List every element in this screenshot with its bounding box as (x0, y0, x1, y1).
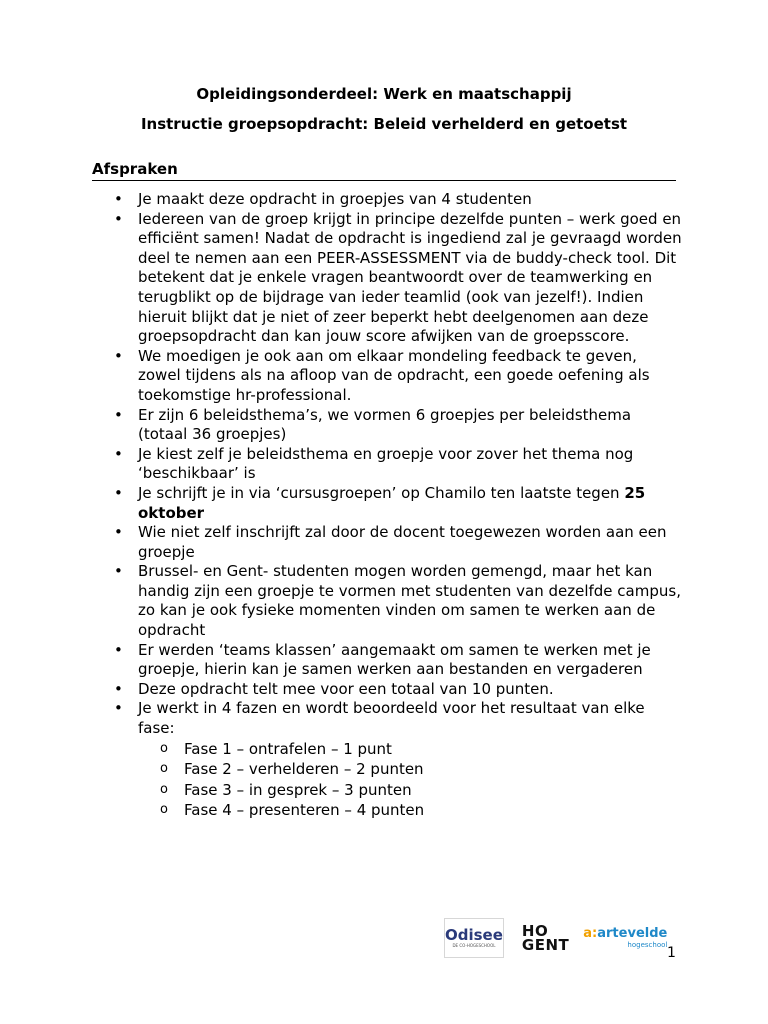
phases-list (138, 739, 682, 821)
artevelde-logo-mark: a: (583, 926, 598, 941)
odisee-logo (444, 918, 504, 958)
list-item: • Er werden ‘teams klassen’ aangemaakt om samen te werken met je groepje, hierin kan je samen werken aan bestanden en vergaderen (92, 641, 682, 680)
hogent-logo-line2: GENT (521, 936, 570, 954)
list-item: • Wie niet zelf inschrijft zal door de docent toegewezen worden aan een groepje (92, 523, 682, 562)
agreements-list (92, 190, 682, 821)
list-item-phases (92, 699, 682, 821)
odisee-logo-subtext: DE CO-HOGESCHOOL (452, 942, 496, 948)
phases-intro: Je werkt in 4 fazen en wordt beoordeeld voor het resultaat van elke fase: (138, 699, 645, 738)
course-title: Opleidingsonderdeel: Werk en maatschappij (196, 85, 572, 103)
odisee-logo-text: Odisee (445, 925, 503, 944)
list-item: • Er zijn 6 beleidsthema’s, we vormen 6 groepjes per beleidsthema (totaal 36 groepjes) (92, 406, 682, 445)
phase-item: o Fase 2 – verhelderen – 2 punten (138, 759, 682, 780)
phase-item: o Fase 1 – ontrafelen – 1 punt (138, 739, 682, 760)
artevelde-logo (583, 926, 667, 950)
artevelde-logo-subtext: hogeschool (627, 941, 668, 949)
phase-item: o Fase 3 – in gesprek – 3 punten (138, 780, 682, 801)
list-item-deadline (92, 484, 682, 523)
hogent-logo (522, 924, 569, 952)
section-heading: Afspraken (92, 160, 676, 181)
artevelde-logo-text: artevelde (597, 926, 668, 941)
list-item: • Deze opdracht telt mee voor een totaal van 10 punten. (92, 680, 682, 700)
list-item: • Je maakt deze opdracht in groepjes van 4 studenten (92, 190, 682, 210)
deadline-text: Je schrijft je in via ‘cursusgroepen’ op Chamilo ten laatste tegen (138, 483, 625, 502)
footer-logos (444, 914, 666, 962)
phase-item: o Fase 4 – presenteren – 4 punten (138, 800, 682, 821)
list-item: • Brussel- en Gent- studenten mogen worden gemengd, maar het kan handig zijn een groepje te vormen met studenten van dezelfde campus, zo kan je ook fysieke momenten vinden om samen te werken aan de opdracht (92, 562, 682, 640)
list-item: • We moedigen je ook aan om elkaar mondeling feedback te geven, zowel tijdens als na afloop van de opdracht, een goede oefening als toekomstige hr-professional. (92, 347, 682, 406)
hogent-logo-line1: HO (521, 922, 549, 940)
list-item: • Je kiest zelf je beleidsthema en groepje voor zover het thema nog ‘beschikbaar’ is (92, 445, 682, 484)
deadline-date: 25 oktober (138, 483, 646, 522)
assignment-title: Instructie groepsopdracht: Beleid verhelderd en getoetst (140, 115, 628, 133)
list-item: • Iedereen van de groep krijgt in principe dezelfde punten – werk goed en efficiënt samen! Nadat de opdracht is ingediend zal je gevraagd worden deel te nemen aan een PEER-ASSESSMENT via de buddy-check tool. Dit betekent dat je enkele vragen beantwoordt over de teamwerking en terugblikt op de bijdrage van ieder teamlid (ook van jezelf!). Indien hieruit blijkt dat je niet of zeer beperkt hebt deelgenomen aan deze groepsopdracht dan kan jouw score afwijken van de groepsscore. (92, 210, 682, 347)
page-number: 1 (667, 945, 676, 961)
